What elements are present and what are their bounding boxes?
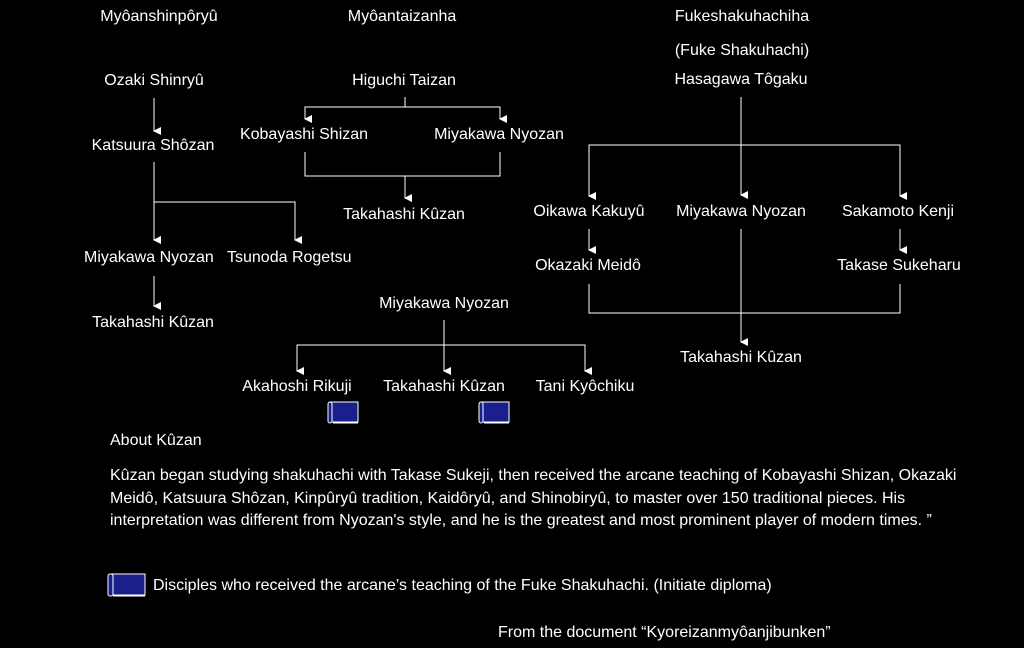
node-hasagawa-togaku: Hasagawa Tôgaku <box>674 71 808 88</box>
school-header-myoanshinporyu: Myôanshinpôryû <box>100 8 218 25</box>
node-miyakawa-nyozan: Miyakawa Nyozan <box>379 295 509 312</box>
source-note: From the document “Kyoreizanmyôanjibunken” <box>498 624 831 641</box>
node-oikawa-kakuyu: Oikawa Kakuyû <box>533 203 645 220</box>
node-sakamoto-kenji: Sakamoto Kenji <box>841 203 955 220</box>
about-text: Kûzan began studying shakuhachi with Takase Sukeji, then received the arcane teaching of Kobayashi Shizan, Okazaki Meidô, Katsuura Shôzan, Kinpûryû tradition, Kaidôryû, and Shinobiryû, to master over 150 traditional pieces. His interpretation was different from Nyozan's style, and he is the greatest and most prominent player of modern times. ” <box>110 467 957 529</box>
about-title: About Kûzan <box>110 432 202 449</box>
school-header-myoantaizanha: Myôantaizanha <box>347 8 457 25</box>
school-header-fukeshakuhachiha: Fukeshakuhachiha <box>674 8 810 25</box>
school-subheader-fuke-shakuhachi: (Fuke Shakuhachi) <box>674 42 810 59</box>
node-miyakawa-nyozan: Miyakawa Nyozan <box>84 249 214 266</box>
diploma-scroll-icon <box>107 572 147 598</box>
node-ozaki-shinryu: Ozaki Shinryû <box>104 72 204 89</box>
legend-text: Disciples who received the arcane’s teaching of the Fuke Shakuhachi. (Initiate diploma) <box>153 577 772 594</box>
node-okazaki-meido: Okazaki Meidô <box>535 257 641 274</box>
node-takahashi-kuzan: Takahashi Kûzan <box>343 206 465 223</box>
node-tani-kyochiku: Tani Kyôchiku <box>535 378 635 395</box>
node-miyakawa-nyozan: Miyakawa Nyozan <box>676 203 806 220</box>
node-takahashi-kuzan: Takahashi Kûzan <box>383 378 505 395</box>
diploma-scroll-icon <box>327 400 360 425</box>
node-takahashi-kuzan: Takahashi Kûzan <box>92 314 214 331</box>
diploma-scroll-icon <box>478 400 511 425</box>
node-katsuura-shozan: Katsuura Shôzan <box>91 137 215 154</box>
node-miyakawa-nyozan: Miyakawa Nyozan <box>434 126 564 143</box>
node-akahoshi-rikuji: Akahoshi Rikuji <box>242 378 352 395</box>
node-higuchi-taizan: Higuchi Taizan <box>352 72 456 89</box>
node-kobayashi-shizan: Kobayashi Shizan <box>239 126 369 143</box>
node-tsunoda-rogetsu: Tsunoda Rogetsu <box>227 249 352 266</box>
node-takase-sukeharu: Takase Sukeharu <box>837 257 961 274</box>
node-takahashi-kuzan: Takahashi Kûzan <box>680 349 802 366</box>
